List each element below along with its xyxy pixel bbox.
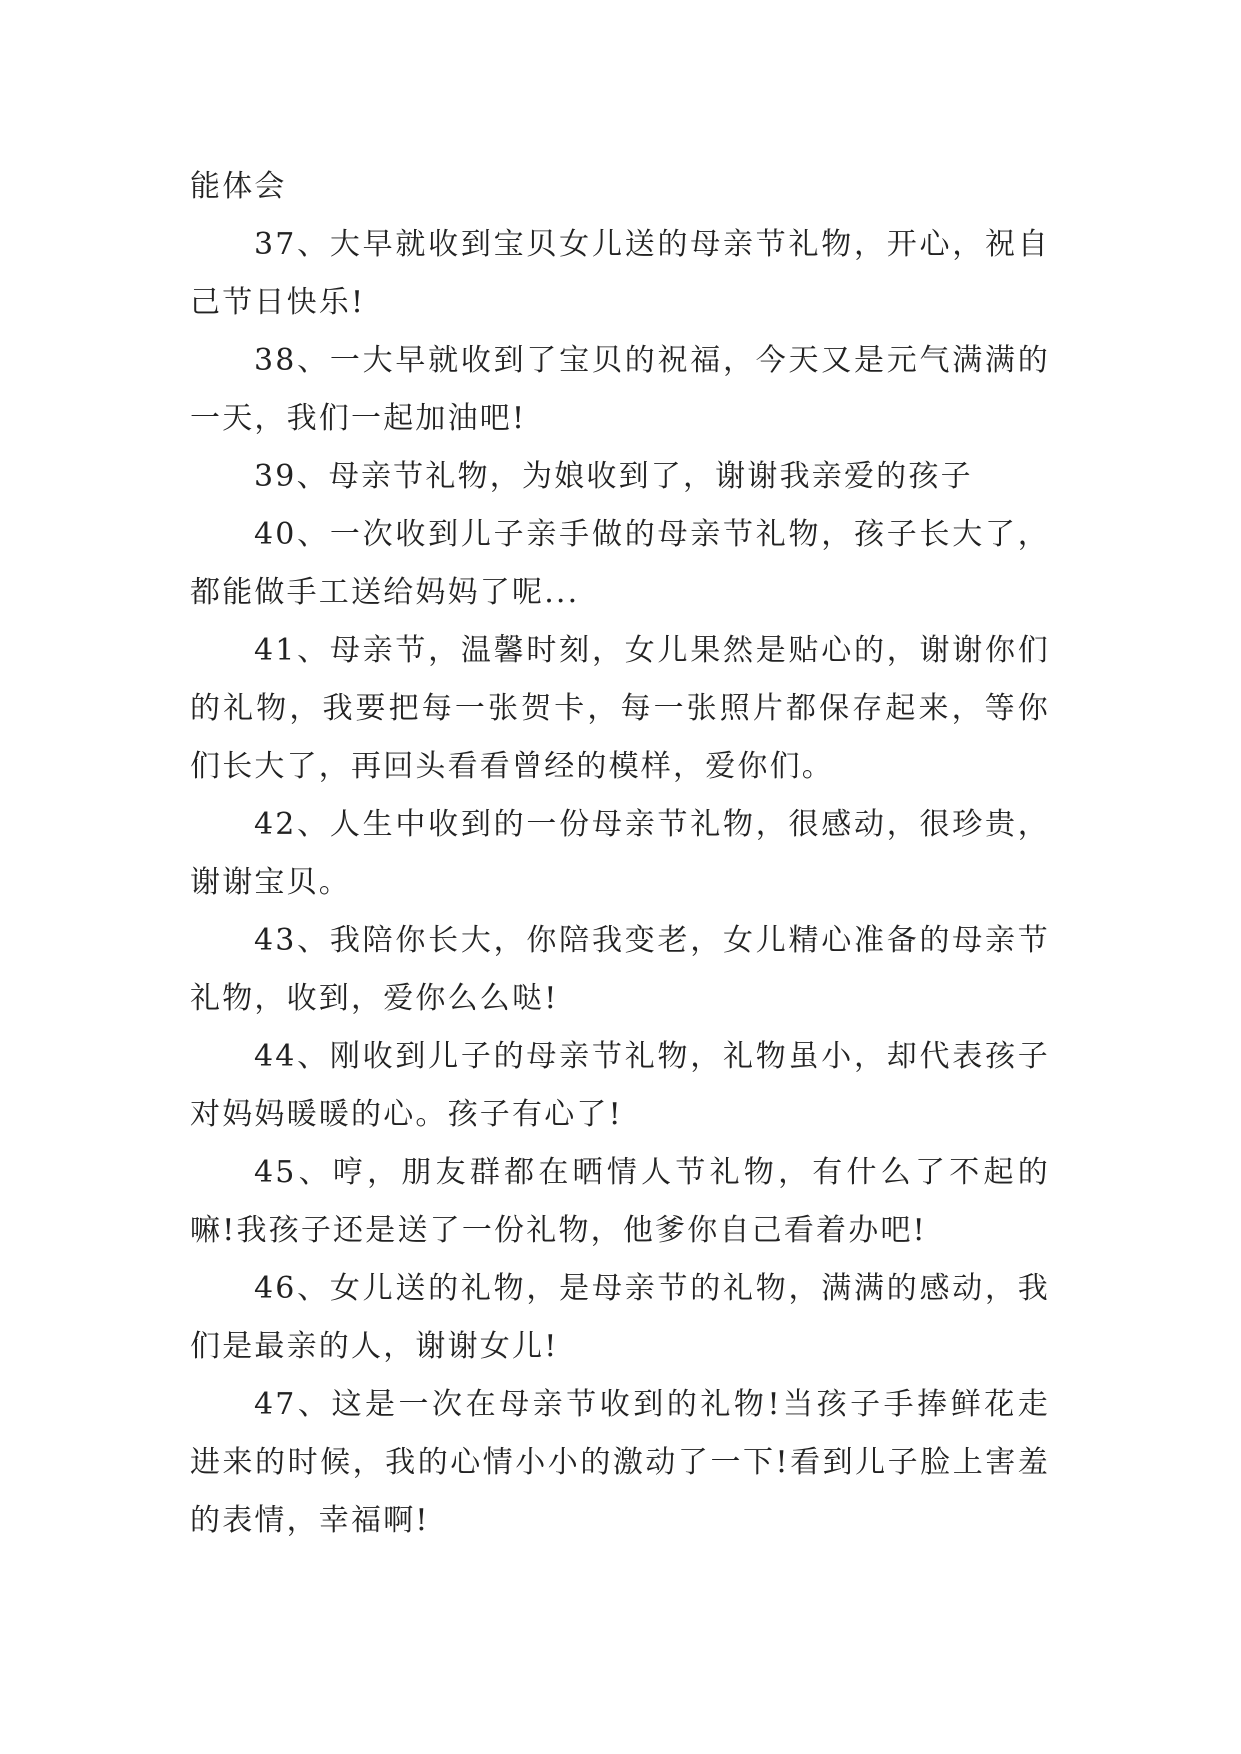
paragraph-41: 41、母亲节，温馨时刻，女儿果然是贴心的，谢谢你们的礼物，我要把每一张贺卡，每一张照片都保存起来，等你们长大了，再回头看看曾经的模样，爱你们。 [190, 633, 1050, 784]
paragraph-44: 44、刚收到儿子的母亲节礼物，礼物虽小，却代表孩子对妈妈暖暖的心。孩子有心了! [190, 1039, 1050, 1132]
paragraph-39: 39、母亲节礼物，为娘收到了，谢谢我亲爱的孩子 [254, 459, 973, 494]
paragraph-46: 46、女儿送的礼物，是母亲节的礼物，满满的感动，我们是最亲的人，谢谢女儿! [190, 1271, 1050, 1364]
paragraph-38: 38、一大早就收到了宝贝的祝福，今天又是元气满满的一天，我们一起加油吧! [190, 343, 1050, 436]
paragraph-43: 43、我陪你长大，你陪我变老，女儿精心准备的母亲节礼物，收到，爱你么么哒! [190, 923, 1050, 1016]
paragraph-45: 45、哼，朋友群都在晒情人节礼物，有什么了不起的嘛!我孩子还是送了一份礼物，他爹你自己看着办吧! [190, 1155, 1050, 1248]
paragraph-42: 42、人生中收到的一份母亲节礼物，很感动，很珍贵，谢谢宝贝。 [190, 807, 1050, 900]
paragraph-47: 47、这是一次在母亲节收到的礼物!当孩子手捧鲜花走进来的时候，我的心情小小的激动了一下!看到儿子脸上害羞的表情，幸福啊! [190, 1387, 1050, 1538]
paragraph-continuation: 能体会 [190, 169, 287, 204]
paragraph-40: 40、一次收到儿子亲手做的母亲节礼物，孩子长大了，都能做手工送给妈妈了呢... [190, 517, 1050, 610]
paragraph-37: 37、大早就收到宝贝女儿送的母亲节礼物，开心，祝自己节日快乐! [190, 227, 1050, 320]
document-body [190, 158, 1050, 1550]
